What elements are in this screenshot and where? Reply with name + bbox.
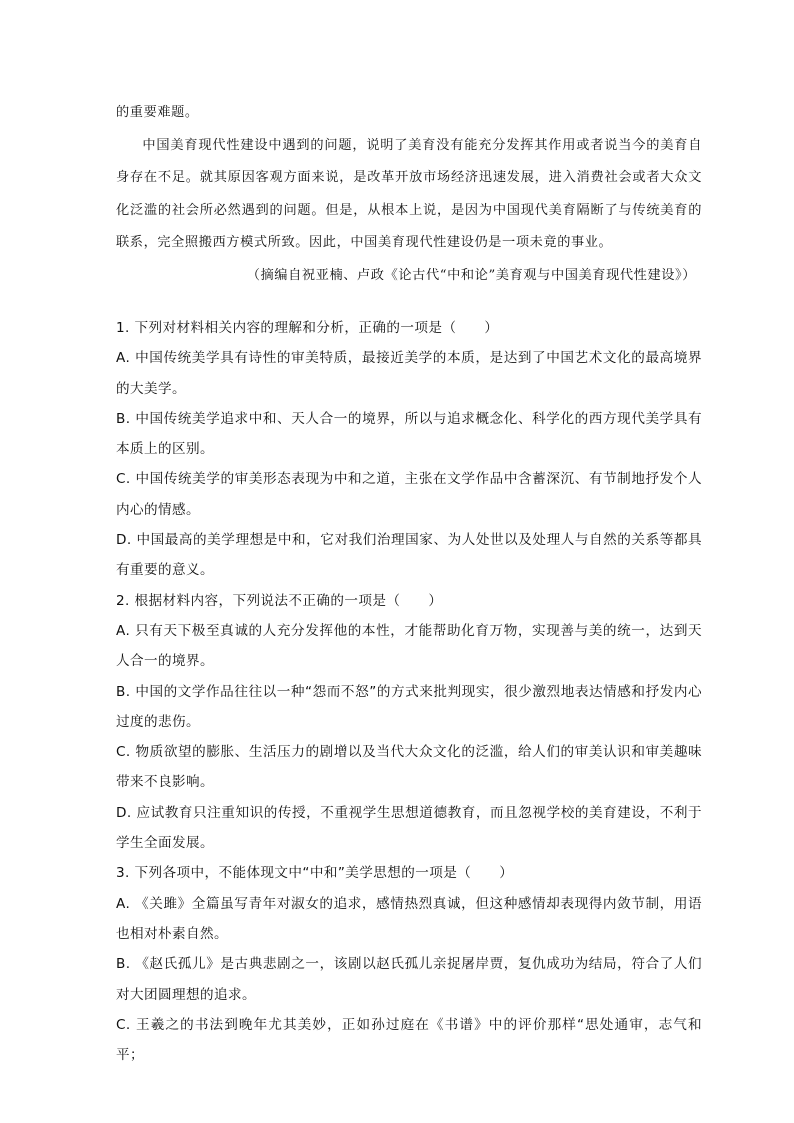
question-stem: 3. 下列各项中，不能体现文中“中和”美学思想的一项是（ ）	[116, 865, 514, 882]
question-stem: 1. 下列对材料相关内容的理解和分析，正确的一项是（ ）	[116, 320, 499, 336]
question-2	[116, 586, 702, 859]
passage-paragraph: 的重要难题。	[116, 105, 199, 120]
option-a: A. 只有天下极至真诚的人充分发挥他的本性，才能帮助化育万物，实现善与美的统一，达到天人合一的境界。	[116, 622, 702, 670]
question-3	[116, 858, 702, 1070]
question-1	[116, 313, 702, 586]
question-stem: 2. 根据材料内容，下列说法不正确的一项是（ ）	[116, 592, 443, 609]
option-c: C. 物质欲望的膨胀、生活压力的剧增以及当代大众文化的泛滥，给人们的审美认识和审美趣味带来不良影响。	[116, 744, 702, 791]
option-a: A. 《关雎》全篇虽写青年对淑女的追求，感情热烈真诚，但这种感情却表现得内敛节制，用语也相对朴素自然。	[116, 895, 702, 942]
option-b: B. 中国的文学作品往往以一种“怨而不怒”的方式来批判现实，很少激烈地表达情感和抒发内心过度的悲伤。	[116, 683, 702, 730]
reading-passage	[116, 97, 702, 292]
question-list	[116, 313, 702, 1070]
option-c: C. 王羲之的书法到晚年尤其美妙，正如孙过庭在《书谱》中的评价那样“思处通审，志气和平；	[116, 1016, 702, 1064]
option-d: D. 中国最高的美学理想是中和，它对我们治理国家、为人处世以及处理人与自然的关系等都具有重要的意义。	[116, 532, 702, 579]
passage-paragraph: 中国美育现代性建设中遇到的问题，说明了美育没有能充分发挥其作用或者说当今的美育自身存在不足。就其原因客观方面来说，是改革开放市场经济迅速发展，进入消费社会或者大众文化泛滥的社会所必然遇到的问题。但是，从根本上说，是因为中国现代美育隔断了与传统美育的联系，完全照搬西方模式所致。因此，中国美育现代性建设仍是一项未竟的事业。	[116, 137, 702, 250]
option-d: D. 应试教育只注重知识的传授，不重视学生思想道德教育，而且忽视学校的美育建设，不利于学生全面发展。	[116, 804, 702, 852]
option-b: B. 《赵氏孤儿》是古典悲剧之一，该剧以赵氏孤儿亲捉屠岸贾，复仇成功为结局，符合了人们对大团圆理想的追求。	[116, 956, 702, 1003]
option-b: B. 中国传统美学追求中和、天人合一的境界，所以与追求概念化、科学化的西方现代美学具有本质上的区别。	[116, 410, 702, 458]
option-a: A. 中国传统美学具有诗性的审美特质，最接近美学的本质，是达到了中国艺术文化的最高境界的大美学。	[116, 350, 702, 397]
passage-source: （摘编自祝亚楠、卢政《论古代“中和论”美育观与中国美育现代性建设》）	[246, 267, 696, 283]
option-c: C. 中国传统美学的审美形态表现为中和之道，主张在文学作品中含蓄深沉、有节制地抒发个人内心的情感。	[116, 471, 702, 518]
